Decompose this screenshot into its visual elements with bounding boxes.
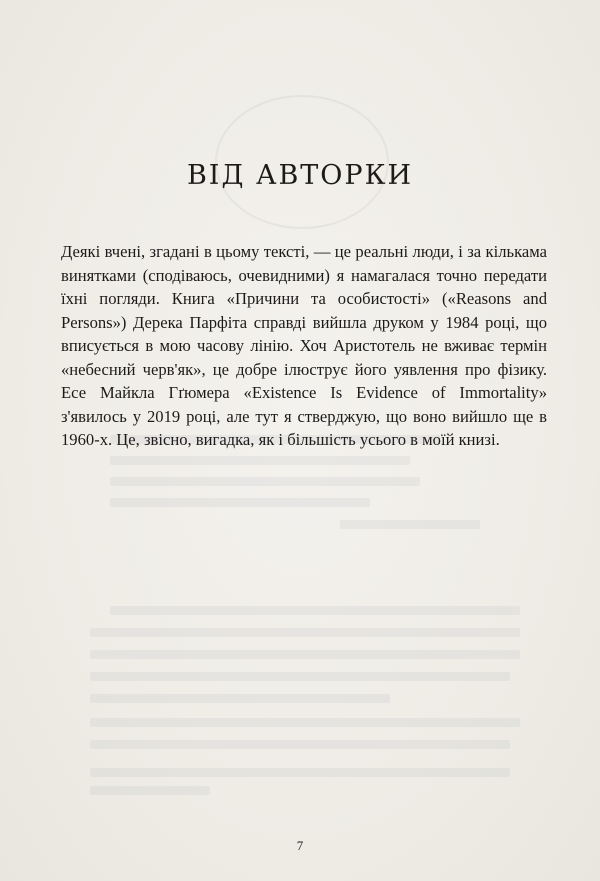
- show-through-line: [90, 650, 520, 659]
- show-through-line: [90, 740, 510, 749]
- show-through-line: [90, 628, 520, 637]
- show-through-line: [90, 672, 510, 681]
- page-number: 7: [296, 838, 304, 853]
- show-through-line: [90, 768, 510, 777]
- show-through-line: [110, 456, 410, 465]
- show-through-line: [90, 718, 520, 727]
- show-through-line: [110, 498, 370, 507]
- show-through-line: [110, 606, 520, 615]
- author-note-paragraph: Деякі вчені, згадані в цьому тексті, — це реальні люди, і за кількама винятками (сподіваюсь, очевидними) я намагалася точно передати їхні погляди. Книга «Причини та особистості» («Reasons and Persons») Дерека Парфіта справді вийшла друком у 1984 році, що вписується в мою часову лінію. Хоч Аристотель не вживає термін «небесний черв'як», це добре ілюструє його уявлення про фізику. Есе Майкла Гґюмера «Existence Is Evidence of Immortality» з'явилось у 2019 році, але тут я стверджую, що воно вийшло ще в 1960-х. Це, звісно, вигадка, як і більшість усього в моїй книзі.: [61, 242, 547, 449]
- page-title: ВІД АВТОРКИ: [186, 160, 414, 191]
- show-through-line: [110, 477, 420, 486]
- show-through-line: [340, 520, 480, 529]
- show-through-line: [90, 694, 390, 703]
- show-through-line: [90, 786, 210, 795]
